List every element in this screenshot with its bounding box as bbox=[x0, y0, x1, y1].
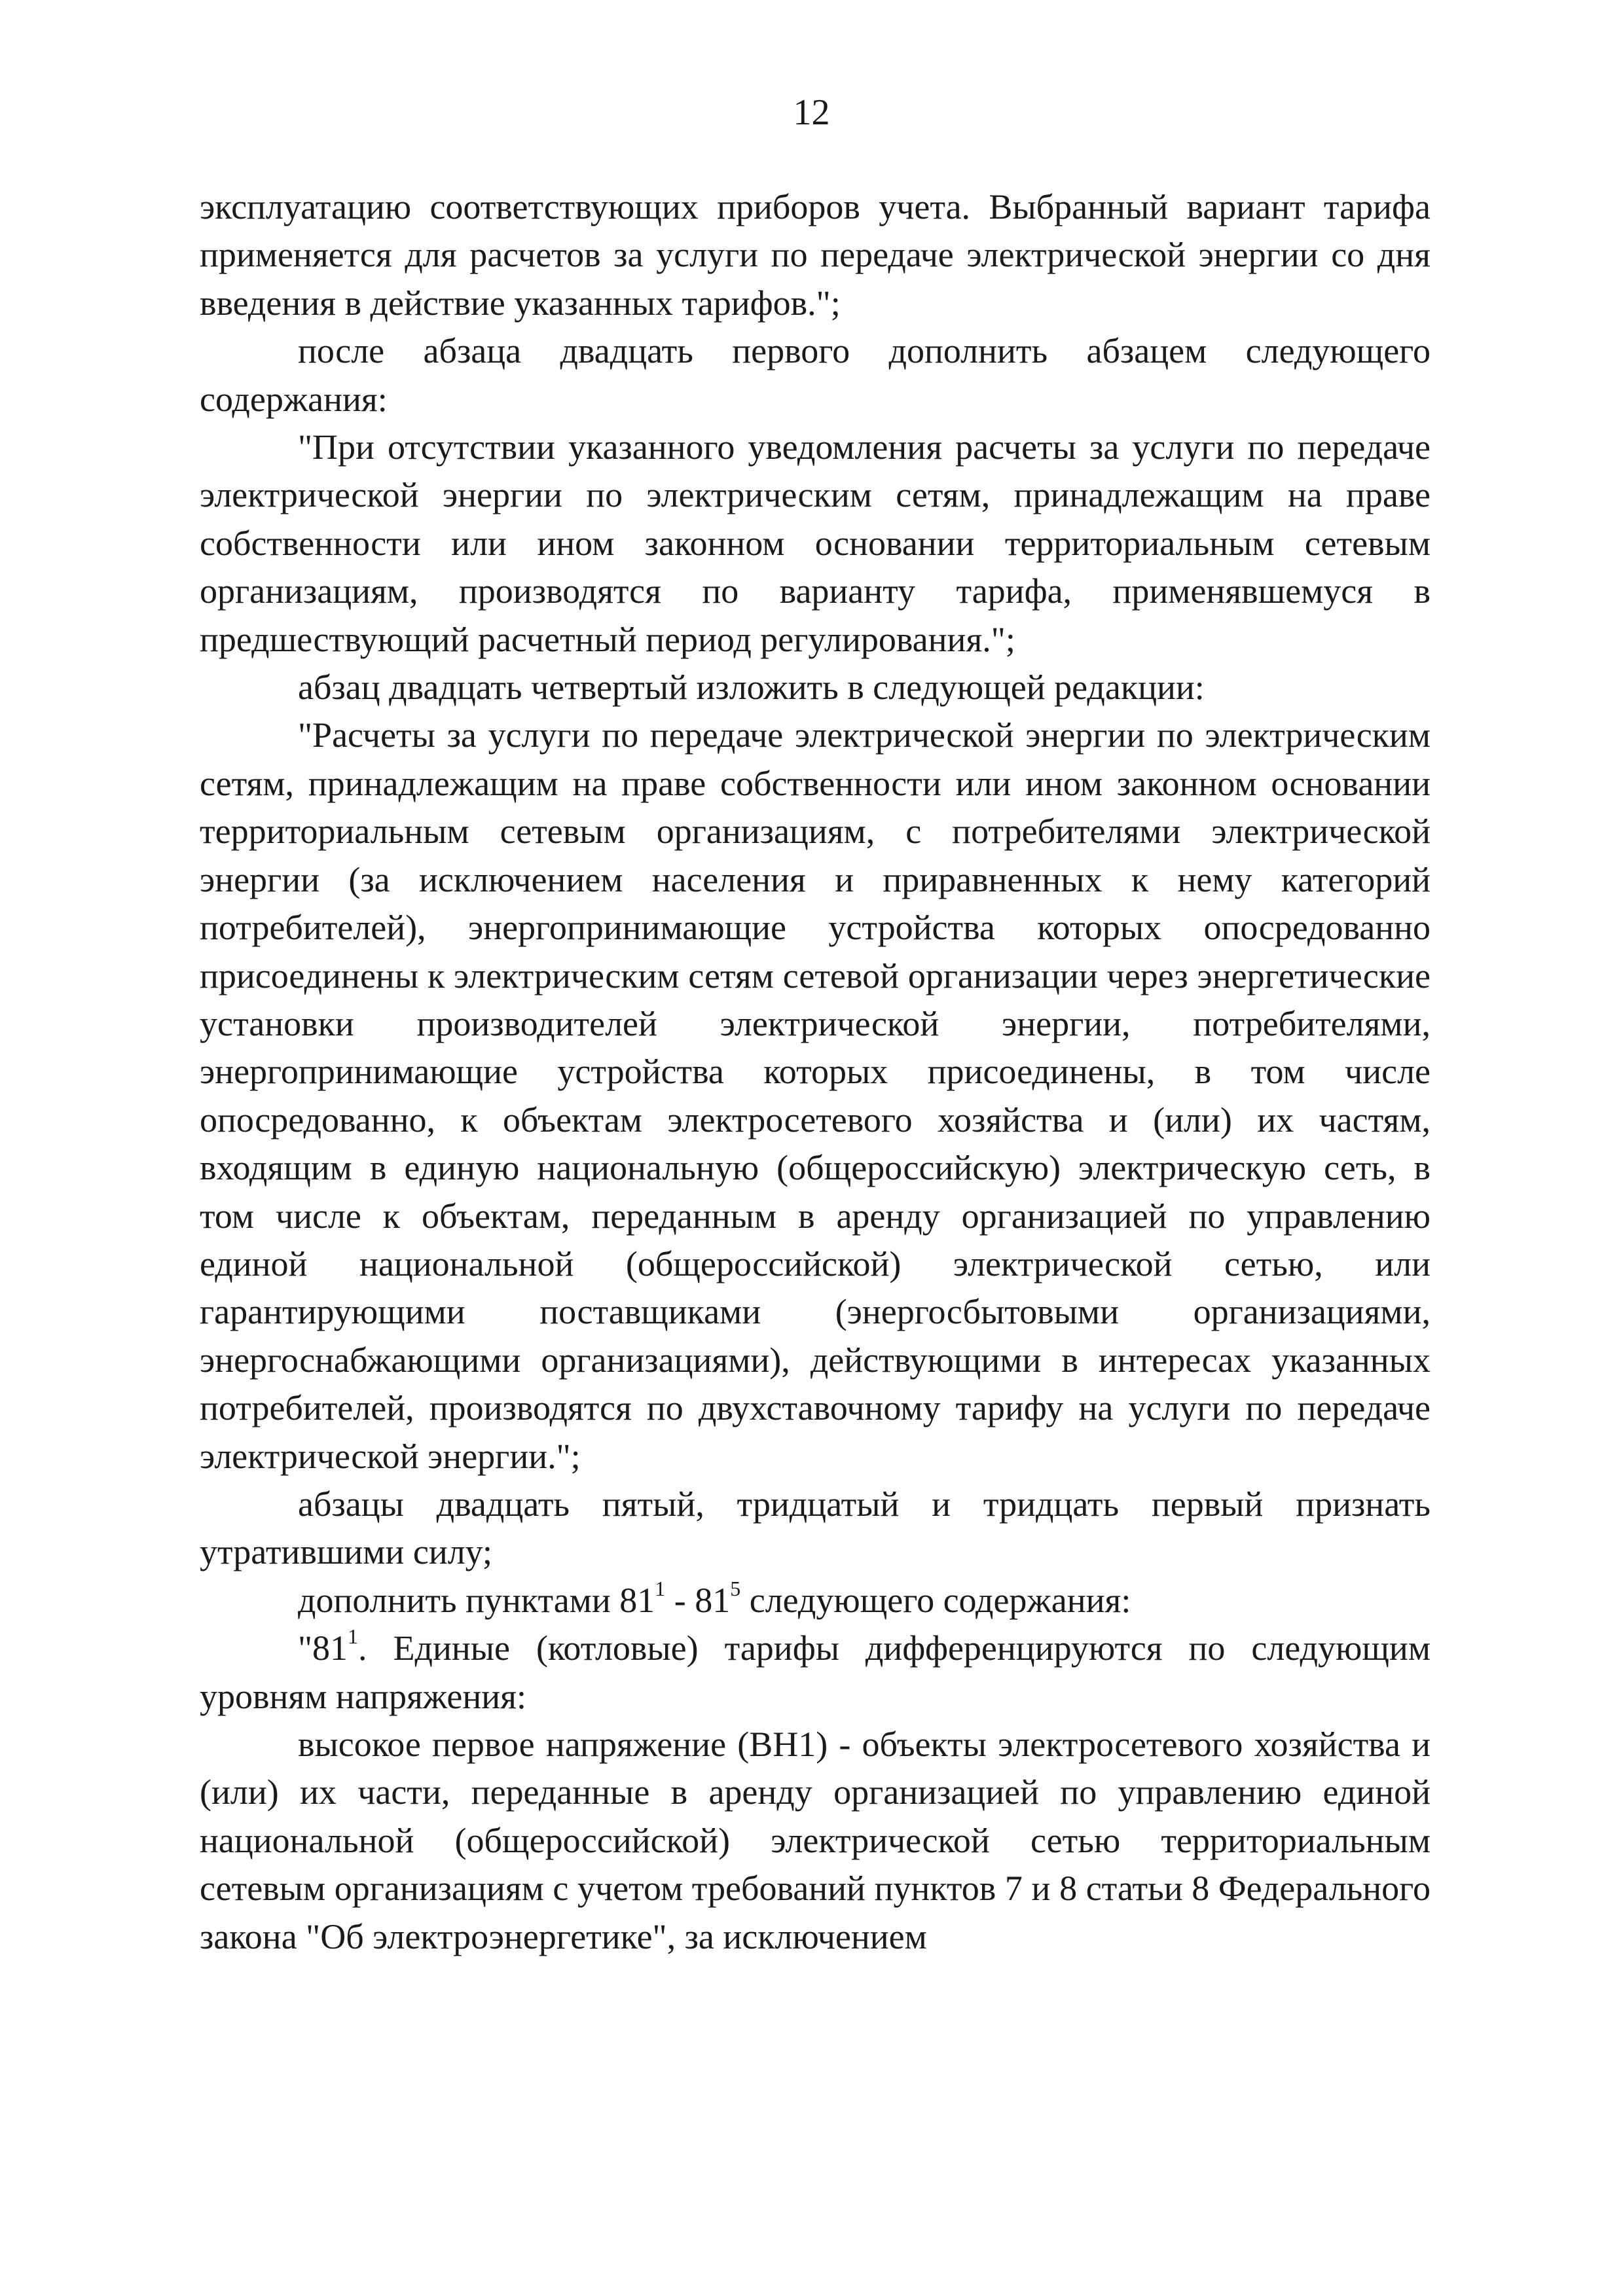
p7-sup1: 1 bbox=[655, 1576, 666, 1600]
paragraph-add-points bbox=[200, 1577, 1431, 1624]
paragraph-continuation: эксплуатацию соответствующих приборов учета. Выбранный вариант тарифа применяется для расчетов за услуги по передаче электрической энергии со дня введения в действие указанных тарифов."; bbox=[200, 187, 1431, 323]
p8-after: . Единые (котловые) тарифы дифференцируются по следующим уровням напряжения: bbox=[200, 1628, 1431, 1716]
page-number: 12 bbox=[793, 92, 830, 133]
paragraph-quoted-settlements: "Расчеты за услуги по передаче электрической энергии по электрическим сетям, принадлежащим на праве собственности или ином законном основании территориальным сетевым организациям, с потребителями электрической энергии (за исключением населения и приравненных к нему категорий потребителей), энергопринимающие устройства которых опосредованно присоединены к электрическим сетям сетевой организации через энергетические установки производителей электрической энергии, потребителями, энергопринимающие устройства которых присоединены, в том числе опосредованно, к объектам электросетевого хозяйства и (или) их частям, входящим в единую национальную (общероссийскую) электрическую сеть, в том числе к объектам, переданным в аренду организацией по управлению единой национальной (общероссийской) электрической сетью, или гарантирующими поставщиками (энергосбытовыми организациями, энергоснабжающими организациями), действующими в интересах указанных потребителей, производятся по двухставочному тарифу на услуги по передаче электрической энергии."; bbox=[200, 715, 1431, 1476]
paragraph-point-81-1 bbox=[200, 1624, 1431, 1721]
paragraph-quoted-notice: "При отсутствии указанного уведомления расчеты за услуги по передаче электрической энергии по электрическим сетям, принадлежащим на праве собственности или ином законном основании территориальным сетевым организациям, производятся по варианту тарифа, применявшемуся в предшествующий расчетный период регулирования."; bbox=[200, 427, 1431, 659]
paragraph-amendment-24: абзац двадцать четвертый изложить в следующей редакции: bbox=[298, 668, 1205, 708]
p8-before: "81 bbox=[298, 1628, 348, 1668]
p7-after: следующего содержания: bbox=[740, 1580, 1131, 1620]
p7-before: дополнить пунктами 81 bbox=[298, 1580, 655, 1620]
paragraph-repealed: абзацы двадцать пятый, тридцатый и тридцать первый признать утратившими силу; bbox=[200, 1484, 1431, 1572]
paragraph-amendment-intro: после абзаца двадцать первого дополнить абзацем следующего содержания: bbox=[200, 331, 1431, 419]
p7-sup2: 5 bbox=[730, 1576, 741, 1600]
p8-sup: 1 bbox=[348, 1624, 359, 1649]
paragraph-voltage-vn1: высокое первое напряжение (ВН1) - объекты электросетевого хозяйства и (или) их части, переданные в аренду организацией по управлению единой национальной (общероссийской) электрической сетью территориальным сетевым организациям с учетом требований пунктов 7 и 8 статьи 8 Федерального закона "Об электроэнергетике", за исключением bbox=[200, 1725, 1431, 1956]
p7-middle: - 81 bbox=[665, 1580, 731, 1620]
document-body bbox=[200, 183, 1431, 1961]
